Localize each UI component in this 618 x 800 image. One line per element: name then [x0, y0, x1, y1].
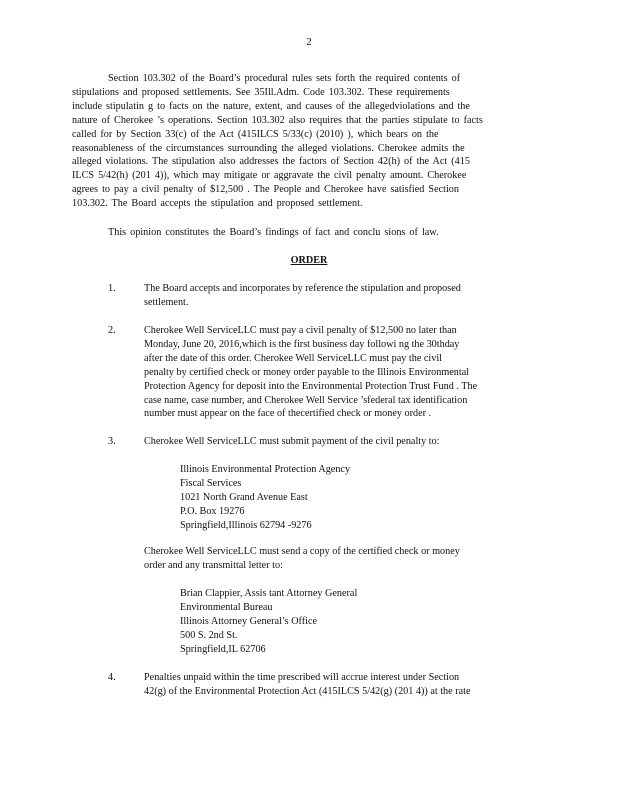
- item-line: Cherokee Well ServiceLLC must send a copy of the certified check or money: [144, 546, 460, 557]
- order-heading: ORDER: [290, 255, 328, 266]
- paragraph-line: nature of Cherokee ’s operations. Section 103.302 also requires that the parties stipulate to facts: [72, 114, 483, 126]
- paragraph-line: agrees to pay a civil penalty of $12,500 . The People and Cherokee have satisfied Section: [72, 184, 459, 196]
- item-body: [144, 435, 544, 449]
- paragraph-line: ILCS 5/42(h) (201 4)), which may mitigate or aggravate the civil penalty amount. Cherokee: [72, 170, 467, 182]
- item-line: after the date of this order. Cherokee Well ServiceLLC must pay the civil: [144, 352, 443, 364]
- attorney-address: [180, 587, 357, 657]
- item-line: 42(g) of the Environmental Protection Act (415ILCS 5/42(g) (201 4)) at the rate: [144, 685, 471, 697]
- page-number: 2: [306, 36, 312, 48]
- address-line: Illinois Attorney General’s Office: [180, 615, 318, 627]
- payment-address: [180, 463, 350, 533]
- copy-instruction: [144, 545, 460, 573]
- item-line: number must appear on the face of thecertified check or money order .: [144, 408, 432, 420]
- item-number: 4.: [108, 672, 116, 683]
- intro-paragraph: [72, 72, 532, 211]
- address-line: 500 S. 2nd St.: [180, 629, 238, 641]
- item-line: case name, case number, and Cherokee Well Service ’sfederal tax identification: [144, 394, 468, 406]
- paragraph-line: called for by Section 33(c) of the Act (415ILCS 5/33(c) (2010) ), which bears on the: [72, 128, 439, 140]
- opinion-line: This opinion constitutes the Board’s findings of fact and conclu sions of law.: [108, 227, 439, 238]
- item-line: penalty by certified check or money order payable to the Illinois Environmental: [144, 366, 470, 378]
- item-line: Cherokee Well ServiceLLC must submit payment of the civil penalty to:: [144, 436, 440, 447]
- item-line: Cherokee Well ServiceLLC must pay a civil penalty of $12,500 no later than: [144, 325, 457, 336]
- address-line: Illinois Environmental Protection Agency: [180, 464, 351, 475]
- address-line: Springfield,IL 62706: [180, 643, 266, 655]
- address-line: Brian Clappier, Assis tant Attorney General: [180, 588, 358, 599]
- address-line: 1021 North Grand Avenue East: [180, 491, 308, 503]
- address-line: Environmental Bureau: [180, 601, 273, 613]
- item-line: Monday, June 20, 2016,which is the first business day followi ng the 30thday: [144, 338, 460, 350]
- item-line: Protection Agency for deposit into the Environmental Protection Trust Fund . The: [144, 380, 478, 392]
- item-body: [144, 324, 544, 421]
- item-body: [144, 282, 544, 310]
- address-line: Fiscal Services: [180, 477, 242, 489]
- item-line: settlement.: [144, 296, 189, 308]
- address-line: P.O. Box 19276: [180, 505, 245, 517]
- address-line: Springfield,Illinois 62794 -9276: [180, 519, 312, 531]
- item-line: order and any transmittal letter to:: [144, 559, 283, 571]
- item-number: 3.: [108, 436, 116, 447]
- item-line: Penalties unpaid within the time prescribed will accrue interest under Section: [144, 672, 460, 683]
- item-number: 2.: [108, 325, 116, 336]
- paragraph-line: include stipulatin g to facts on the nature, extent, and causes of the allegedviolations and the: [72, 100, 470, 112]
- item-body: [144, 671, 544, 699]
- paragraph-line: stipulations and proposed settlements. See 35Ill.Adm. Code 103.302. These requirements: [72, 86, 450, 98]
- paragraph-line: reasonableness of the circumstances surrounding the alleged violations. Cherokee admits the: [72, 142, 465, 154]
- paragraph-line: 103.302. The Board accepts the stipulation and proposed settlement.: [72, 198, 363, 210]
- paragraph-line: alleged violations. The stipulation also addresses the factors of Section 42(h) of the Act (415: [72, 156, 470, 168]
- paragraph-line: Section 103.302 of the Board’s procedural rules sets forth the required contents of: [108, 73, 461, 84]
- item-line: The Board accepts and incorporates by reference the stipulation and proposed: [144, 283, 461, 294]
- item-number: 1.: [108, 283, 116, 294]
